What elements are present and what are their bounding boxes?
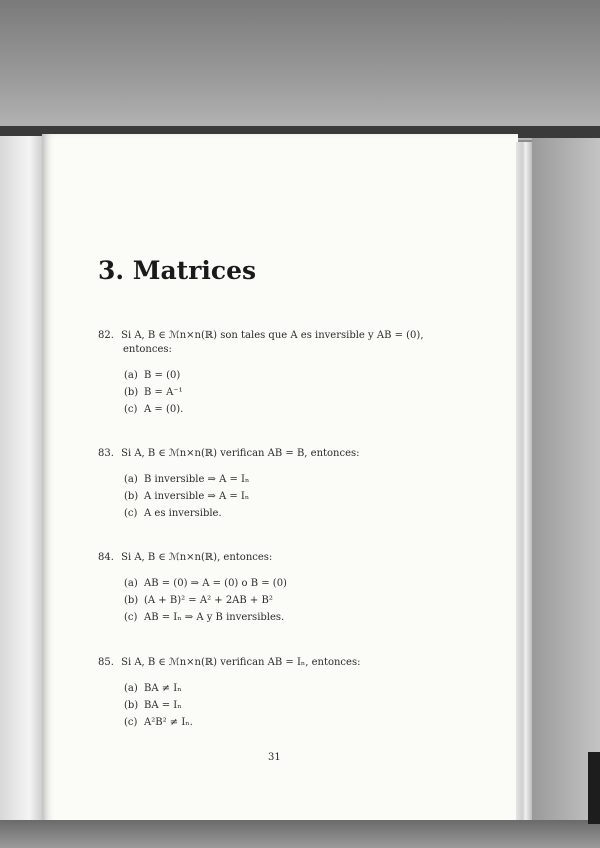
problem-number: 84. <box>98 552 114 563</box>
left-page-edge <box>0 136 43 826</box>
problem-statement: Si A, B ∈ ℳn×n(ℝ) verifican AB = B, entonces: <box>121 448 360 459</box>
background-top <box>0 0 600 140</box>
option-list <box>124 680 478 731</box>
option-c: (c) A es inversible. <box>124 508 222 519</box>
problem-number: 85. <box>98 657 114 668</box>
option-list <box>124 367 478 418</box>
option-c: (c) A²B² ≠ Iₙ. <box>124 717 193 728</box>
problem-82 <box>98 329 478 418</box>
problem-85 <box>98 656 478 731</box>
option-b: (b) (A + B)² = A² + 2AB + B² <box>124 595 273 606</box>
background-bottom <box>0 820 600 848</box>
option-a: (a) AB = (0) ⇒ A = (0) o B = (0) <box>124 578 287 589</box>
option-list <box>124 471 478 522</box>
problem-84 <box>98 551 478 626</box>
problem-statement: Si A, B ∈ ℳn×n(ℝ) verifican AB = Iₙ, entonces: <box>121 657 361 668</box>
option-b: (b) BA = Iₙ <box>124 700 182 711</box>
page-number: 31 <box>268 752 281 763</box>
page-tab-marker <box>588 752 600 824</box>
problem-statement: Si A, B ∈ ℳn×n(ℝ) son tales que A es inversible y AB = (0), <box>121 330 424 341</box>
problem-statement: Si A, B ∈ ℳn×n(ℝ), entonces: <box>121 552 273 563</box>
problem-statement-continued: entonces: <box>123 344 172 355</box>
problem-number: 83. <box>98 448 114 459</box>
problem-83 <box>98 447 478 522</box>
option-list <box>124 575 478 626</box>
option-b: (b) B = A⁻¹ <box>124 387 183 398</box>
background-right <box>532 138 600 828</box>
page-stack-edge <box>516 142 532 826</box>
option-a: (a) B inversible ⇒ A = Iₙ <box>124 474 250 485</box>
chapter-title: 3. Matrices <box>98 256 257 285</box>
option-c: (c) A = (0). <box>124 404 184 415</box>
problem-number: 82. <box>98 330 114 341</box>
option-c: (c) AB = Iₙ ⇒ A y B inversibles. <box>124 612 285 623</box>
option-a: (a) BA ≠ Iₙ <box>124 683 182 694</box>
option-b: (b) A inversible ⇒ A = Iₙ <box>124 491 250 502</box>
option-a: (a) B = (0) <box>124 370 181 381</box>
